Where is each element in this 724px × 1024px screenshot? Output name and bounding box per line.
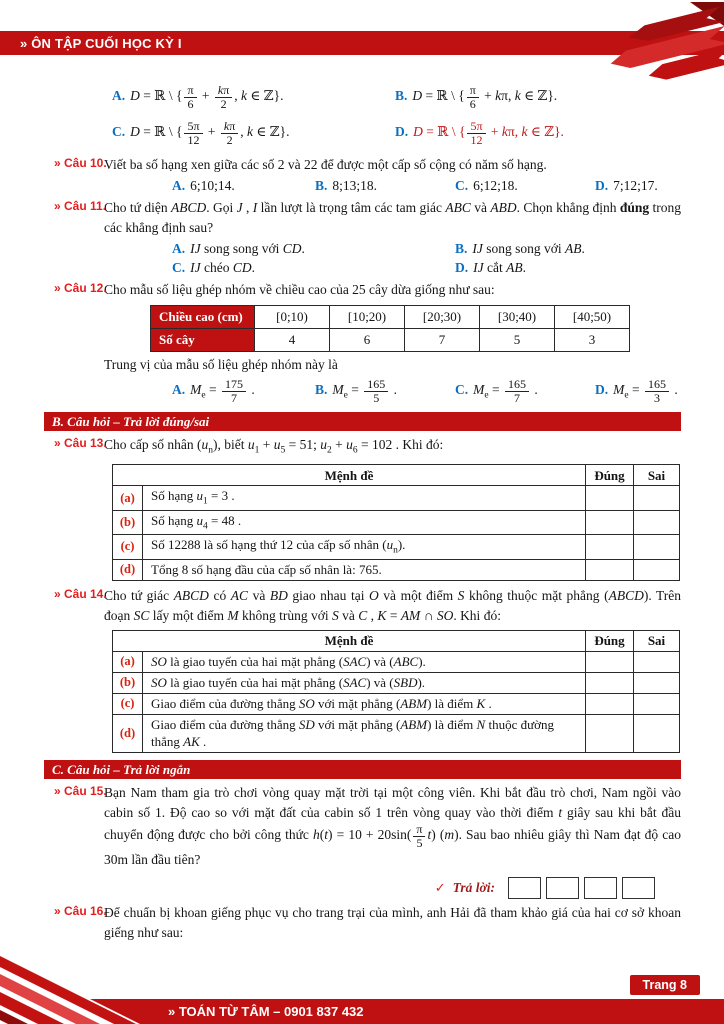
option-c (112, 120, 395, 147)
page-title: » ÔN TẬP CUỐI HỌC KỲ I (20, 35, 182, 51)
count-cell: 3 (555, 328, 630, 351)
row-key: (b) (113, 672, 143, 693)
page-number-badge: Trang 8 (630, 975, 700, 995)
question-13 (44, 435, 681, 581)
option-letter-c: C. (455, 177, 469, 193)
section-c-header: C. Câu hỏi – Trả lời ngắn (44, 760, 681, 779)
content-area (44, 84, 681, 943)
statement-text: SO là giao tuyến của hai mặt phẳng (SAC) và (SBD). (143, 672, 586, 693)
answer-cell-false[interactable] (634, 535, 680, 559)
question-10-options (172, 178, 681, 194)
statement-header: Mệnh đề (113, 630, 586, 651)
answer-box-3[interactable] (584, 877, 617, 899)
row-key: (c) (113, 535, 143, 559)
question-14-text: Cho tứ giác ABCD có AC và BD giao nhau tại O và một điểm S không thuộc mặt phẳng (ABCD). Trên đoạn SC lấy một điểm M không trùng với S và C , K = AM ∩ SO. Khi đó: (104, 587, 682, 623)
option-c (455, 178, 595, 194)
question-16-text: Để chuẩn bị khoan giếng phục vụ cho trang trại của mình, anh Hải đã tham khảo giá của hai cơ sở khoan giếng như sau: (104, 904, 681, 940)
answer-cell-true[interactable] (586, 559, 634, 580)
answer-cell-false[interactable] (634, 486, 680, 510)
question-11-options-row2 (172, 260, 681, 276)
true-header: Đúng (586, 465, 634, 486)
answer-cell-true[interactable] (586, 486, 634, 510)
answer-cell-true[interactable] (586, 535, 634, 559)
answer-cell-true[interactable] (586, 672, 634, 693)
answer-cell-false[interactable] (634, 559, 680, 580)
corner-stripes-decoration (0, 954, 150, 1024)
statement-text: Giao điểm của đường thẳng SD với mặt phẳng (ABM) là điểm N thuộc đường thẳng AK . (143, 714, 586, 752)
option-a (172, 241, 455, 257)
answer-cell-false[interactable] (634, 714, 680, 752)
statement-text: Số 12288 là số hạng thứ 12 của cấp số nhân $(u_n)$. (143, 535, 586, 559)
question-12 (44, 280, 681, 405)
table-header-row (113, 630, 680, 651)
option-a (172, 378, 315, 405)
false-header: Sai (634, 630, 680, 651)
count-cell: 7 (405, 328, 480, 351)
q14-true-false-table (112, 630, 680, 753)
option-b-text: IJ song song với AB. (472, 240, 585, 256)
question-13-text: Cho cấp số nhân $(u_n)$, biết $u_1 + u_5 = 51$; $u_2 + u_6 = 102$ . Khi đó: (104, 436, 444, 456)
false-header: Sai (634, 465, 680, 486)
option-b (315, 178, 455, 194)
option-letter-a: A. (172, 177, 186, 193)
question-10 (44, 155, 681, 194)
section-b-header: B. Câu hỏi – Trả lời đúng/sai (44, 412, 681, 431)
row-key: (c) (113, 693, 143, 714)
row-key: (b) (113, 510, 143, 534)
answer-cell-true[interactable] (586, 510, 634, 534)
option-d (395, 120, 681, 147)
option-letter-a: A. (172, 381, 186, 397)
interval-cell: [20;30) (405, 305, 480, 328)
question-11-options-row1 (172, 241, 681, 257)
option-d-text: IJ cắt AB. (473, 259, 526, 275)
answer-box-2[interactable] (546, 877, 579, 899)
answer-cell-false[interactable] (634, 693, 680, 714)
answer-cell-true[interactable] (586, 693, 634, 714)
answer-cell-true[interactable] (586, 651, 634, 672)
option-letter-d: D. (595, 381, 609, 397)
option-c (172, 260, 455, 276)
corner-ribbons-decoration (574, 2, 724, 82)
count-cell: 5 (480, 328, 555, 351)
option-letter-c: C. (112, 123, 126, 139)
option-d-text: 7;12;17. (613, 177, 658, 193)
option-letter-a: A. (172, 240, 186, 256)
statement-row-a (113, 486, 680, 510)
table-row-heights (151, 305, 630, 328)
statement-text: SO là giao tuyến của hai mặt phẳng (SAC) và (ABC). (143, 651, 586, 672)
statement-row-c (113, 535, 680, 559)
answer-cell-false[interactable] (634, 651, 680, 672)
answer-box-1[interactable] (508, 877, 541, 899)
option-c-formula: D = ℝ \ { $\frac{5\pi}{12}$ + $\frac{k\pi}{2}$ , k ∈ ℤ}. (130, 118, 290, 147)
statement-row-c (113, 693, 680, 714)
count-cell: 4 (255, 328, 330, 351)
statement-row-b (113, 510, 680, 534)
statement-text: Số hạng $u_4 = 48$ . (143, 510, 586, 534)
option-letter-d: D. (595, 177, 609, 193)
option-b-text: 8;13;18. (332, 177, 378, 193)
question-11-label: » Câu 11. (54, 198, 107, 213)
option-b (395, 84, 681, 111)
option-letter-b: B. (315, 381, 328, 397)
question-11-text: Cho tứ diện ABCD. Gọi J , I lần lượt là trọng tâm các tam giác ABC và ABD. Chọn khẳng định đúng trong các khẳng định sau? (104, 199, 682, 235)
option-letter-c: C. (455, 381, 469, 397)
answer-cell-true[interactable] (586, 714, 634, 752)
count-cell: 6 (330, 328, 405, 351)
statement-row-d (113, 559, 680, 580)
option-a-formula: $M_e$ = $\frac{175}{7}$ . (190, 376, 255, 405)
option-letter-a: A. (112, 87, 126, 103)
question-13-label: » Câu 13. (54, 435, 107, 450)
question-10-text: Viết ba số hạng xen giữa các số 2 và 22 để được một cấp số cộng có năm số hạng. (104, 156, 547, 172)
row-key: (d) (113, 714, 143, 752)
answer-cell-false[interactable] (634, 510, 680, 534)
statement-header: Mệnh đề (113, 465, 586, 486)
row-header-count: Số cây (151, 328, 255, 351)
question-15-label: » Câu 15. (54, 783, 107, 798)
option-b-formula: $M_e$ = $\frac{165}{5}$ . (332, 376, 397, 405)
option-a-text: 6;10;14. (190, 177, 235, 193)
question-15-text: Bạn Nam tham gia trò chơi vòng quay mặt trời tại một công viên. Khi bắt đầu trò chơi, Nam ngồi vào cabin số 1. Độ cao so với mặt đất của cabin số 1 trên vòng quay vào thời điểm t giây sau khi bắt đầu chuyển động được cho bởi công thức h(t) = 10 + 20sin( $\frac{\pi}{5}$ t) (m). Sau bao nhiêu giây thì Nam đạt độ cao 30m lần đầu tiên? (104, 784, 681, 867)
option-d-formula: D = ℝ \ { $\frac{5\pi}{12}$ + kπ, k ∈ ℤ}. (413, 118, 564, 147)
statement-text: Số hạng $u_1 = 3$ . (143, 486, 586, 510)
question-12-label: » Câu 12. (54, 280, 107, 295)
interval-cell: [10;20) (330, 305, 405, 328)
option-b-formula: D = ℝ \ { $\frac{\pi}{6}$ + kπ, k ∈ ℤ}. (412, 83, 558, 111)
row-header-height: Chiều cao (cm) (151, 305, 255, 328)
row-key: (a) (113, 486, 143, 510)
row-key: (a) (113, 651, 143, 672)
answer-row (104, 877, 655, 899)
table-header-row (113, 465, 680, 486)
statement-row-b (113, 672, 680, 693)
option-d (455, 260, 681, 276)
option-b (315, 378, 455, 405)
option-letter-d: D. (395, 123, 409, 139)
option-c-text: 6;12;18. (473, 177, 518, 193)
q13-true-false-table (112, 464, 680, 580)
question-14 (44, 586, 681, 753)
statement-text: Giao điểm của đường thẳng SO với mặt phẳng (ABM) là điểm K . (143, 693, 586, 714)
question-12-options (172, 378, 681, 405)
statement-row-d (113, 714, 680, 752)
question-15 (44, 783, 681, 899)
option-letter-b: B. (455, 240, 468, 256)
question-16-label: » Câu 16. (54, 903, 107, 918)
option-c-formula: $M_e$ = $\frac{165}{7}$ . (473, 376, 538, 405)
option-d (595, 378, 681, 405)
option-c-text: IJ chéo CD. (190, 259, 255, 275)
interval-cell: [0;10) (255, 305, 330, 328)
option-a-text: IJ song song với CD. (190, 240, 305, 256)
option-a (172, 178, 315, 194)
interval-cell: [30;40) (480, 305, 555, 328)
question9-options (112, 84, 681, 147)
question-14-label: » Câu 14. (54, 586, 107, 601)
option-c (455, 378, 595, 405)
check-icon: ✓ (434, 879, 446, 895)
row-key: (d) (113, 559, 143, 580)
question-10-label: » Câu 10. (54, 155, 107, 170)
true-header: Đúng (586, 630, 634, 651)
answer-boxes (508, 877, 655, 899)
question-16 (44, 903, 681, 943)
answer-cell-false[interactable] (634, 672, 680, 693)
question-12-outro: Trung vị của mẫu số liệu ghép nhóm này là (104, 356, 338, 372)
option-a-formula: D = ℝ \ { $\frac{\pi}{6}$ + $\frac{k\pi}{2}$ , k ∈ ℤ}. (130, 83, 284, 111)
option-a (112, 84, 395, 111)
interval-cell: [40;50) (555, 305, 630, 328)
question-11 (44, 198, 681, 276)
statement-text: Tổng 8 số hạng đầu của cấp số nhân là: 765. (143, 559, 586, 580)
height-frequency-table (150, 305, 630, 352)
answer-box-4[interactable] (622, 877, 655, 899)
option-b (455, 241, 681, 257)
question-12-text: Cho mẫu số liệu ghép nhóm về chiều cao của 25 cây dừa giống như sau: (104, 281, 495, 297)
footer-brand: » TOÁN TỪ TÂM – 0901 837 432 (168, 1004, 364, 1019)
option-d-formula: $M_e$ = $\frac{165}{3}$ . (613, 376, 678, 405)
option-letter-b: B. (315, 177, 328, 193)
table-row-counts (151, 328, 630, 351)
statement-row-a (113, 651, 680, 672)
option-letter-c: C. (172, 259, 186, 275)
option-letter-b: B. (395, 87, 408, 103)
answer-label: Trả lời: (452, 879, 495, 895)
option-letter-d: D. (455, 259, 469, 275)
option-d (595, 178, 681, 194)
